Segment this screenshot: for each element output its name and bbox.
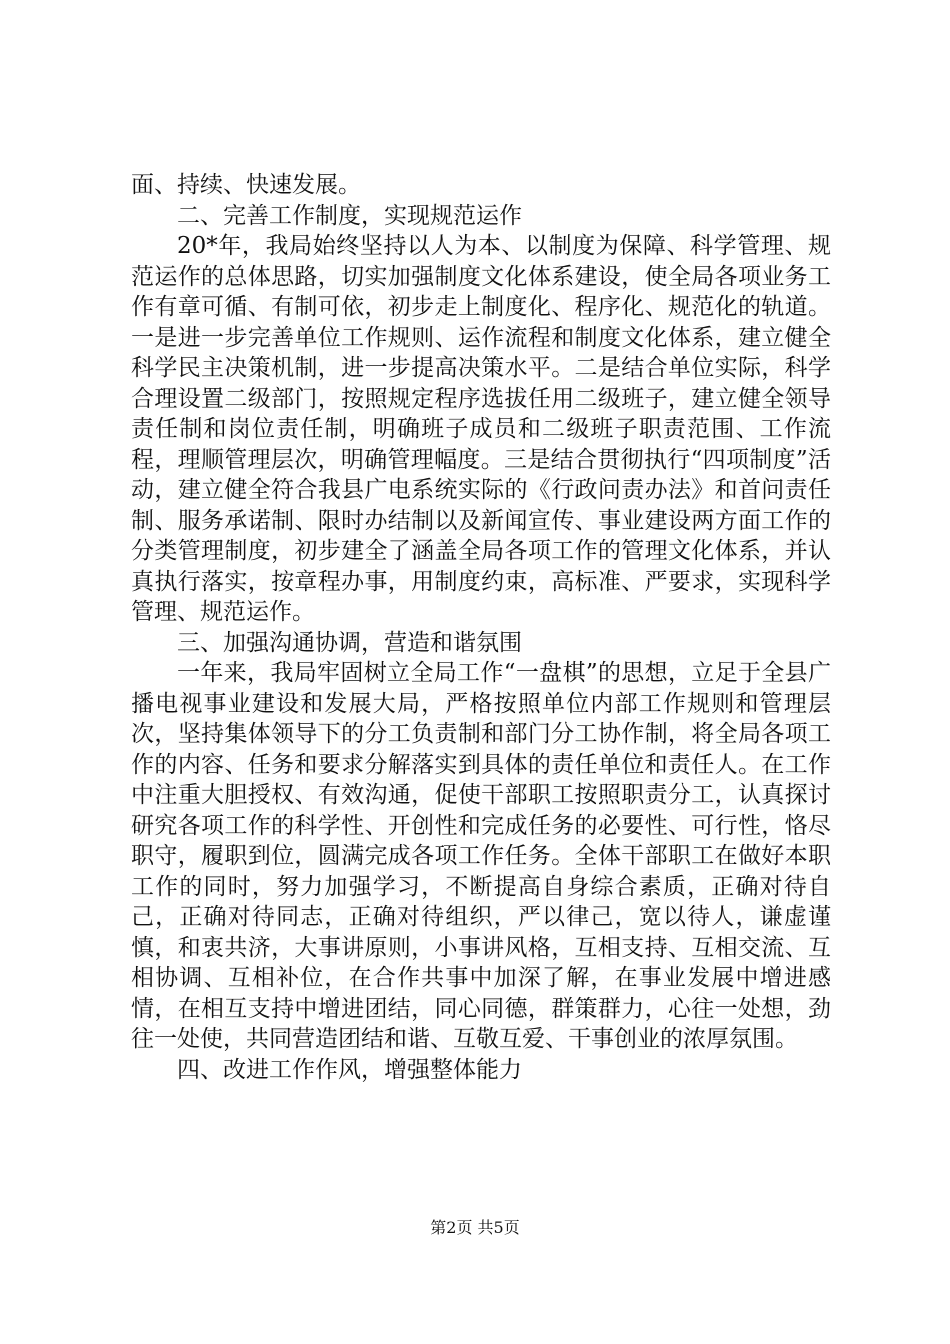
section-heading-4: 四、改进工作作风，增强整体能力 xyxy=(177,1056,522,1083)
section-heading-2: 二、完善工作制度，实现规范运作 xyxy=(177,202,522,229)
section-heading-3: 三、加强沟通协调，营造和谐氛围 xyxy=(177,629,522,656)
paragraph-section-2: 20*年，我局始终坚持以人为本、以制度为保障、科学管理、规范运作的总体思路，切实加强制度文化体系建设，使全局各项业务工作有章可循、有制可依，初步走上制度化、程序化、规范化的轨道。一是进一步完善单位工作规则、运作流程和制度文化体系，建立健全科学民主决策机制，进一步提高决策水平。二是结合单位实际，科学合理设置二级部门，按照规定程序选拔任用二级班子，建立健全领导责任制和岗位责任制，明确班子成员和二级班子职责范围、工作流程，理顺管理层次，明确管理幅度。三是结合贯彻执行“四项制度”活动，建立健全符合我县广电系统实际的《行政问责办法》和首问责任制、服务承诺制、限时办结制以及新闻宣传、事业建设两方面工作的分类管理制度，初步建全了涵盖全局各项工作的管理文化体系，并认真执行落实，按章程办事，用制度约束，高标准、严要求，实现科学管理、规范运作。 xyxy=(131,233,831,625)
paragraph-continuation: 面、持续、快速发展。 xyxy=(131,172,361,198)
document-body xyxy=(131,170,831,1085)
paragraph-section-3: 一年来，我局牢固树立全局工作“一盘棋”的思想，立足于全县广播电视事业建设和发展大局，严格按照单位内部工作规则和管理层次，坚持集体领导下的分工负责制和部门分工协作制，将全局各项工作的内容、任务和要求分解落实到具体的责任单位和责任人。在工作中注重大胆授权、有效沟通，促使干部职工按照职责分工，认真探讨研究各项工作的科学性、开创性和完成任务的必要性、可行性，恪尽职守，履职到位，圆满完成各项工作任务。全体干部职工在做好本职工作的同时，努力加强学习，不断提高自身综合素质，正确对待自己，正确对待同志，正确对待组织，严以律己，宽以待人，谦虚谨慎，和衷共济，大事讲原则，小事讲风格，互相支持、互相交流、互相协调、互相补位，在合作共事中加深了解，在事业发展中增进感情，在相互支持中增进团结，同心同德，群策群力，心往一处想，劲往一处使，共同营造团结和谐、互敬互爱、干事创业的浓厚氛围。 xyxy=(131,660,831,1052)
page-footer: 第2页 共5页 xyxy=(430,1218,520,1237)
